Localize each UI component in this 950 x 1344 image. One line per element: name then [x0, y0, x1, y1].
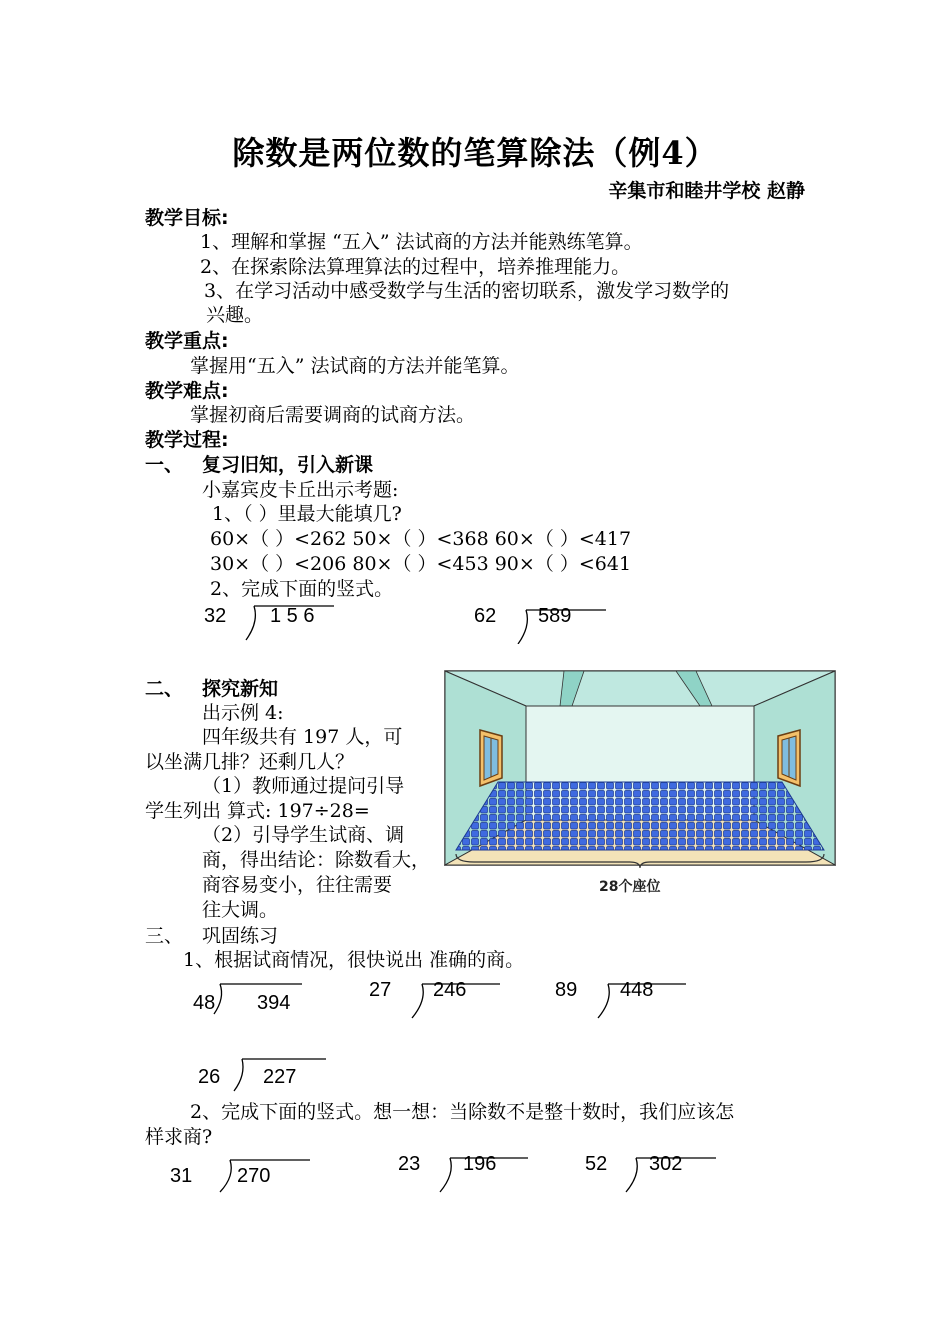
division-divisor: 26 [198, 1066, 221, 1088]
division-divisor: 23 [398, 1153, 421, 1175]
section1-title: 复习旧知，引入新课 [202, 454, 374, 476]
division-dividend: 196 [463, 1153, 497, 1175]
key-point-text: 掌握用“五入” 法试商的方法并能笔算。 [190, 355, 520, 377]
division-divisor: 48 [193, 992, 216, 1014]
section2-line: 以坐满几排？还剩几人？ [145, 751, 355, 773]
page-title: 除数是两位数的笔算除法（例4） [232, 134, 718, 172]
goals-heading: 教学目标: [145, 207, 229, 229]
division-divisor: 52 [585, 1153, 608, 1175]
goal-item-1: 1、理解和掌握 “五入” 法试商的方法并能熟练笔算。 [200, 231, 643, 253]
process-heading: 教学过程: [145, 429, 229, 451]
section3-number: 三、 [145, 925, 184, 947]
division-dividend: 1 5 6 [270, 605, 315, 627]
section2-line: （1）教师通过提问引导 [202, 775, 405, 797]
section3-title: 巩固练习 [202, 925, 279, 947]
section2-line: 出示例 4: [202, 702, 284, 724]
inequality-row-1: 60×（ ）<262 50×（ ）<368 60×（ ）<417 [210, 528, 632, 550]
division-dividend: 246 [433, 979, 467, 1001]
section2-number: 二、 [145, 678, 184, 700]
division-divisor: 62 [474, 605, 497, 627]
key-point-heading: 教学重点: [145, 330, 229, 352]
division-divisor: 27 [369, 979, 392, 1001]
division-dividend: 302 [649, 1153, 683, 1175]
section2-line: 学生列出 算式: 197÷28= [145, 800, 370, 822]
section2-line: 商容易变小，往往需要 [202, 874, 393, 896]
author: 辛集市和睦井学校 赵静 [608, 180, 805, 202]
division-dividend: 227 [263, 1066, 297, 1088]
division-dividend: 589 [538, 605, 572, 627]
image-caption: 28个座位 [599, 879, 661, 895]
long-division-bracket [200, 982, 310, 1018]
question-2: 2、完成下面的竖式。 [210, 578, 394, 600]
section2-line: （2）引导学生试商、调 [202, 824, 405, 846]
division-dividend: 394 [257, 992, 291, 1014]
question-1: 1、（ ）里最大能填几? [212, 503, 402, 525]
goal-item-2: 2、在探索除法算理算法的过程中，培养推理能力。 [200, 256, 631, 278]
section1-number: 一、 [145, 454, 184, 476]
goal-item-3: 3、在学习活动中感受数学与生活的密切联系，激发学习数学的 [204, 280, 730, 302]
exercise-2-line-1: 2、完成下面的竖式。想一想：当除数不是整十数时，我们应该怎 [190, 1101, 735, 1123]
auditorium-illustration [444, 670, 836, 900]
exercise-1: 1、根据试商情况，很快说出 准确的商。 [183, 949, 525, 971]
division-divisor: 32 [204, 605, 227, 627]
goal-item-3-cont: 兴趣。 [206, 304, 264, 326]
section2-line: 往大调。 [202, 899, 279, 921]
section1-intro: 小嘉宾皮卡丘出示考题: [202, 479, 399, 501]
exercise-2-line-2: 样求商? [145, 1126, 213, 1148]
section2-title: 探究新知 [202, 678, 279, 700]
difficulty-heading: 教学难点: [145, 380, 229, 402]
section2-line: 四年级共有 197 人，可 [202, 726, 403, 748]
division-divisor: 31 [170, 1165, 193, 1187]
difficulty-text: 掌握初商后需要调商的试商方法。 [190, 404, 476, 426]
division-divisor: 89 [555, 979, 578, 1001]
division-dividend: 448 [620, 979, 654, 1001]
section2-line: 商，得出结论：除数看大， [202, 849, 431, 871]
division-dividend: 270 [237, 1165, 271, 1187]
inequality-row-2: 30×（ ）<206 80×（ ）<453 90×（ ）<641 [210, 553, 632, 575]
